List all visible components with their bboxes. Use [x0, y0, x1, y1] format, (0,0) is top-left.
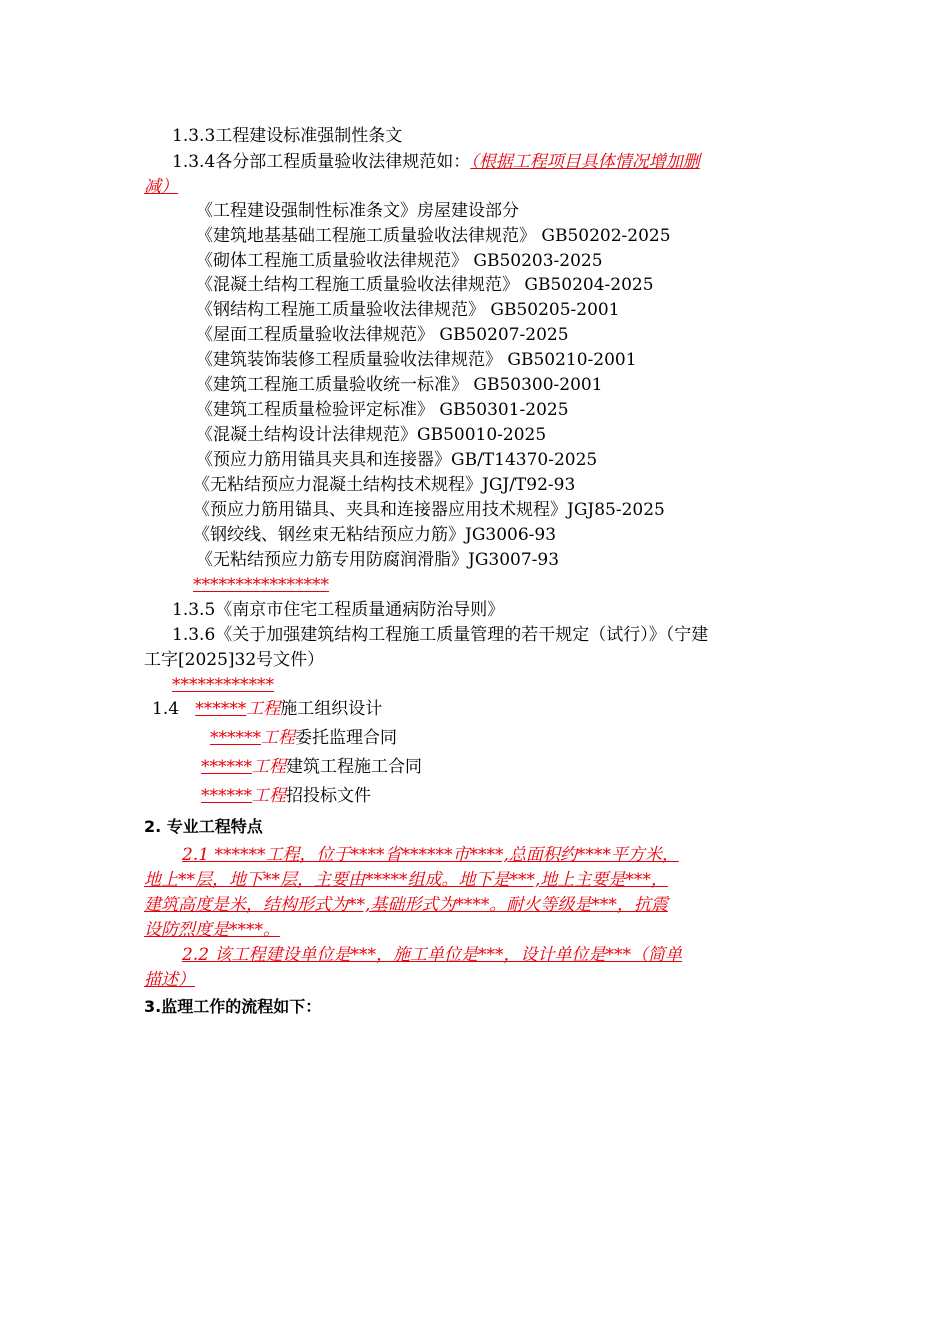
paragraph-2-1-line: 地上**层，地下**层，主要由*****组成。地下是***,地上主要是***， — [144, 870, 668, 890]
item-1-4-row — [152, 697, 382, 721]
standard-item: 《工程建设强制性标准条文》房屋建设部分 — [196, 201, 519, 221]
project-label: 工程 — [261, 728, 295, 748]
item-1-3-4-note-cont: 减） — [144, 177, 178, 197]
paragraph-2-1-line: 2.1 ******工程，位于****省******市****,总面积约****平方米， — [182, 845, 679, 865]
project-label: 工程 — [252, 786, 286, 806]
project-stars: ****** — [201, 786, 252, 806]
standard-item: 《建筑地基基础工程施工质量验收法律规范》 GB50202-2025 — [196, 226, 671, 246]
paragraph-2-2-line: 2.2 该工程建设单位是***，施工单位是***，设计单位是***（简单 — [182, 945, 682, 965]
section-3-heading: 3.监理工作的流程如下： — [144, 997, 322, 1016]
item-1-3-6: 1.3.6《关于加强建筑结构工程施工质量管理的若干规定（试行）》（宁建 — [172, 625, 709, 645]
standard-item: 《钢结构工程施工质量验收法律规范》 GB50205-2001 — [196, 300, 620, 320]
standard-item: 《无粘结预应力混凝土结构技术规程》JGJ/T92-93 — [193, 475, 576, 495]
item-1-3-4 — [172, 150, 700, 174]
item-1-3-6-cont: 工字[2025]32号文件） — [144, 650, 325, 670]
item-1-3-4-note: （根据工程项目具体情况增加删 — [470, 152, 700, 172]
project-stars: ****** — [210, 728, 261, 748]
standard-item: 《钢绞线、钢丝束无粘结预应力筋》JG3006-93 — [193, 525, 557, 545]
standard-item: 《砌体工程施工质量验收法律规范》 GB50203-2025 — [196, 251, 603, 271]
document-title: 施工组织设计 — [280, 699, 383, 719]
placeholder-stars: ************ — [172, 675, 274, 695]
paragraph-2-2-line: 描述） — [144, 970, 195, 990]
standard-item: 《预应力筋用锚具夹具和连接器》GB/T14370-2025 — [196, 450, 598, 470]
standard-item: 《屋面工程质量验收法律规范》 GB50207-2025 — [196, 325, 569, 345]
standard-item: 《建筑工程质量检验评定标准》 GB50301-2025 — [196, 400, 569, 420]
placeholder-stars: **************** — [193, 575, 329, 595]
project-stars: ****** — [195, 699, 247, 719]
standard-item: 《混凝土结构设计法律规范》GB50010-2025 — [196, 425, 547, 445]
standard-item: 《混凝土结构工程施工质量验收法律规范》 GB50204-2025 — [196, 275, 654, 295]
document-title: 委托监理合同 — [295, 728, 397, 748]
project-label: 工程 — [252, 757, 286, 777]
project-stars: ****** — [201, 757, 252, 777]
document-title: 招投标文件 — [286, 786, 371, 806]
item-1-3-5: 1.3.5《南京市住宅工程质量通病防治导则》 — [172, 600, 505, 620]
item-1-3-4-text: 1.3.4各分部工程质量验收法律规范如： — [172, 152, 471, 172]
item-1-3-3: 1.3.3工程建设标准强制性条文 — [172, 126, 403, 146]
paragraph-2-1-line: 设防烈度是****。 — [144, 920, 280, 940]
standard-item: 《建筑工程施工质量验收统一标准》 GB50300-2001 — [196, 375, 603, 395]
document-title: 建筑工程施工合同 — [286, 757, 422, 777]
item-1-4-row — [201, 755, 422, 779]
section-2-heading: 2. 专业工程特点 — [144, 817, 263, 836]
standard-item: 《无粘结预应力筋专用防腐润滑脂》JG3007-93 — [196, 550, 560, 570]
item-1-4-row — [201, 784, 371, 808]
item-1-4-number: 1.4 — [152, 699, 180, 719]
standard-item: 《建筑装饰装修工程质量验收法律规范》 GB50210-2001 — [196, 350, 637, 370]
paragraph-2-1-line: 建筑高度是米，结构形式为**,基础形式为****。耐火等级是***，抗震 — [144, 895, 668, 915]
standard-item: 《预应力筋用锚具、夹具和连接器应用技术规程》JGJ85-2025 — [193, 500, 665, 520]
item-1-4-row — [210, 726, 397, 750]
project-label: 工程 — [246, 699, 281, 719]
